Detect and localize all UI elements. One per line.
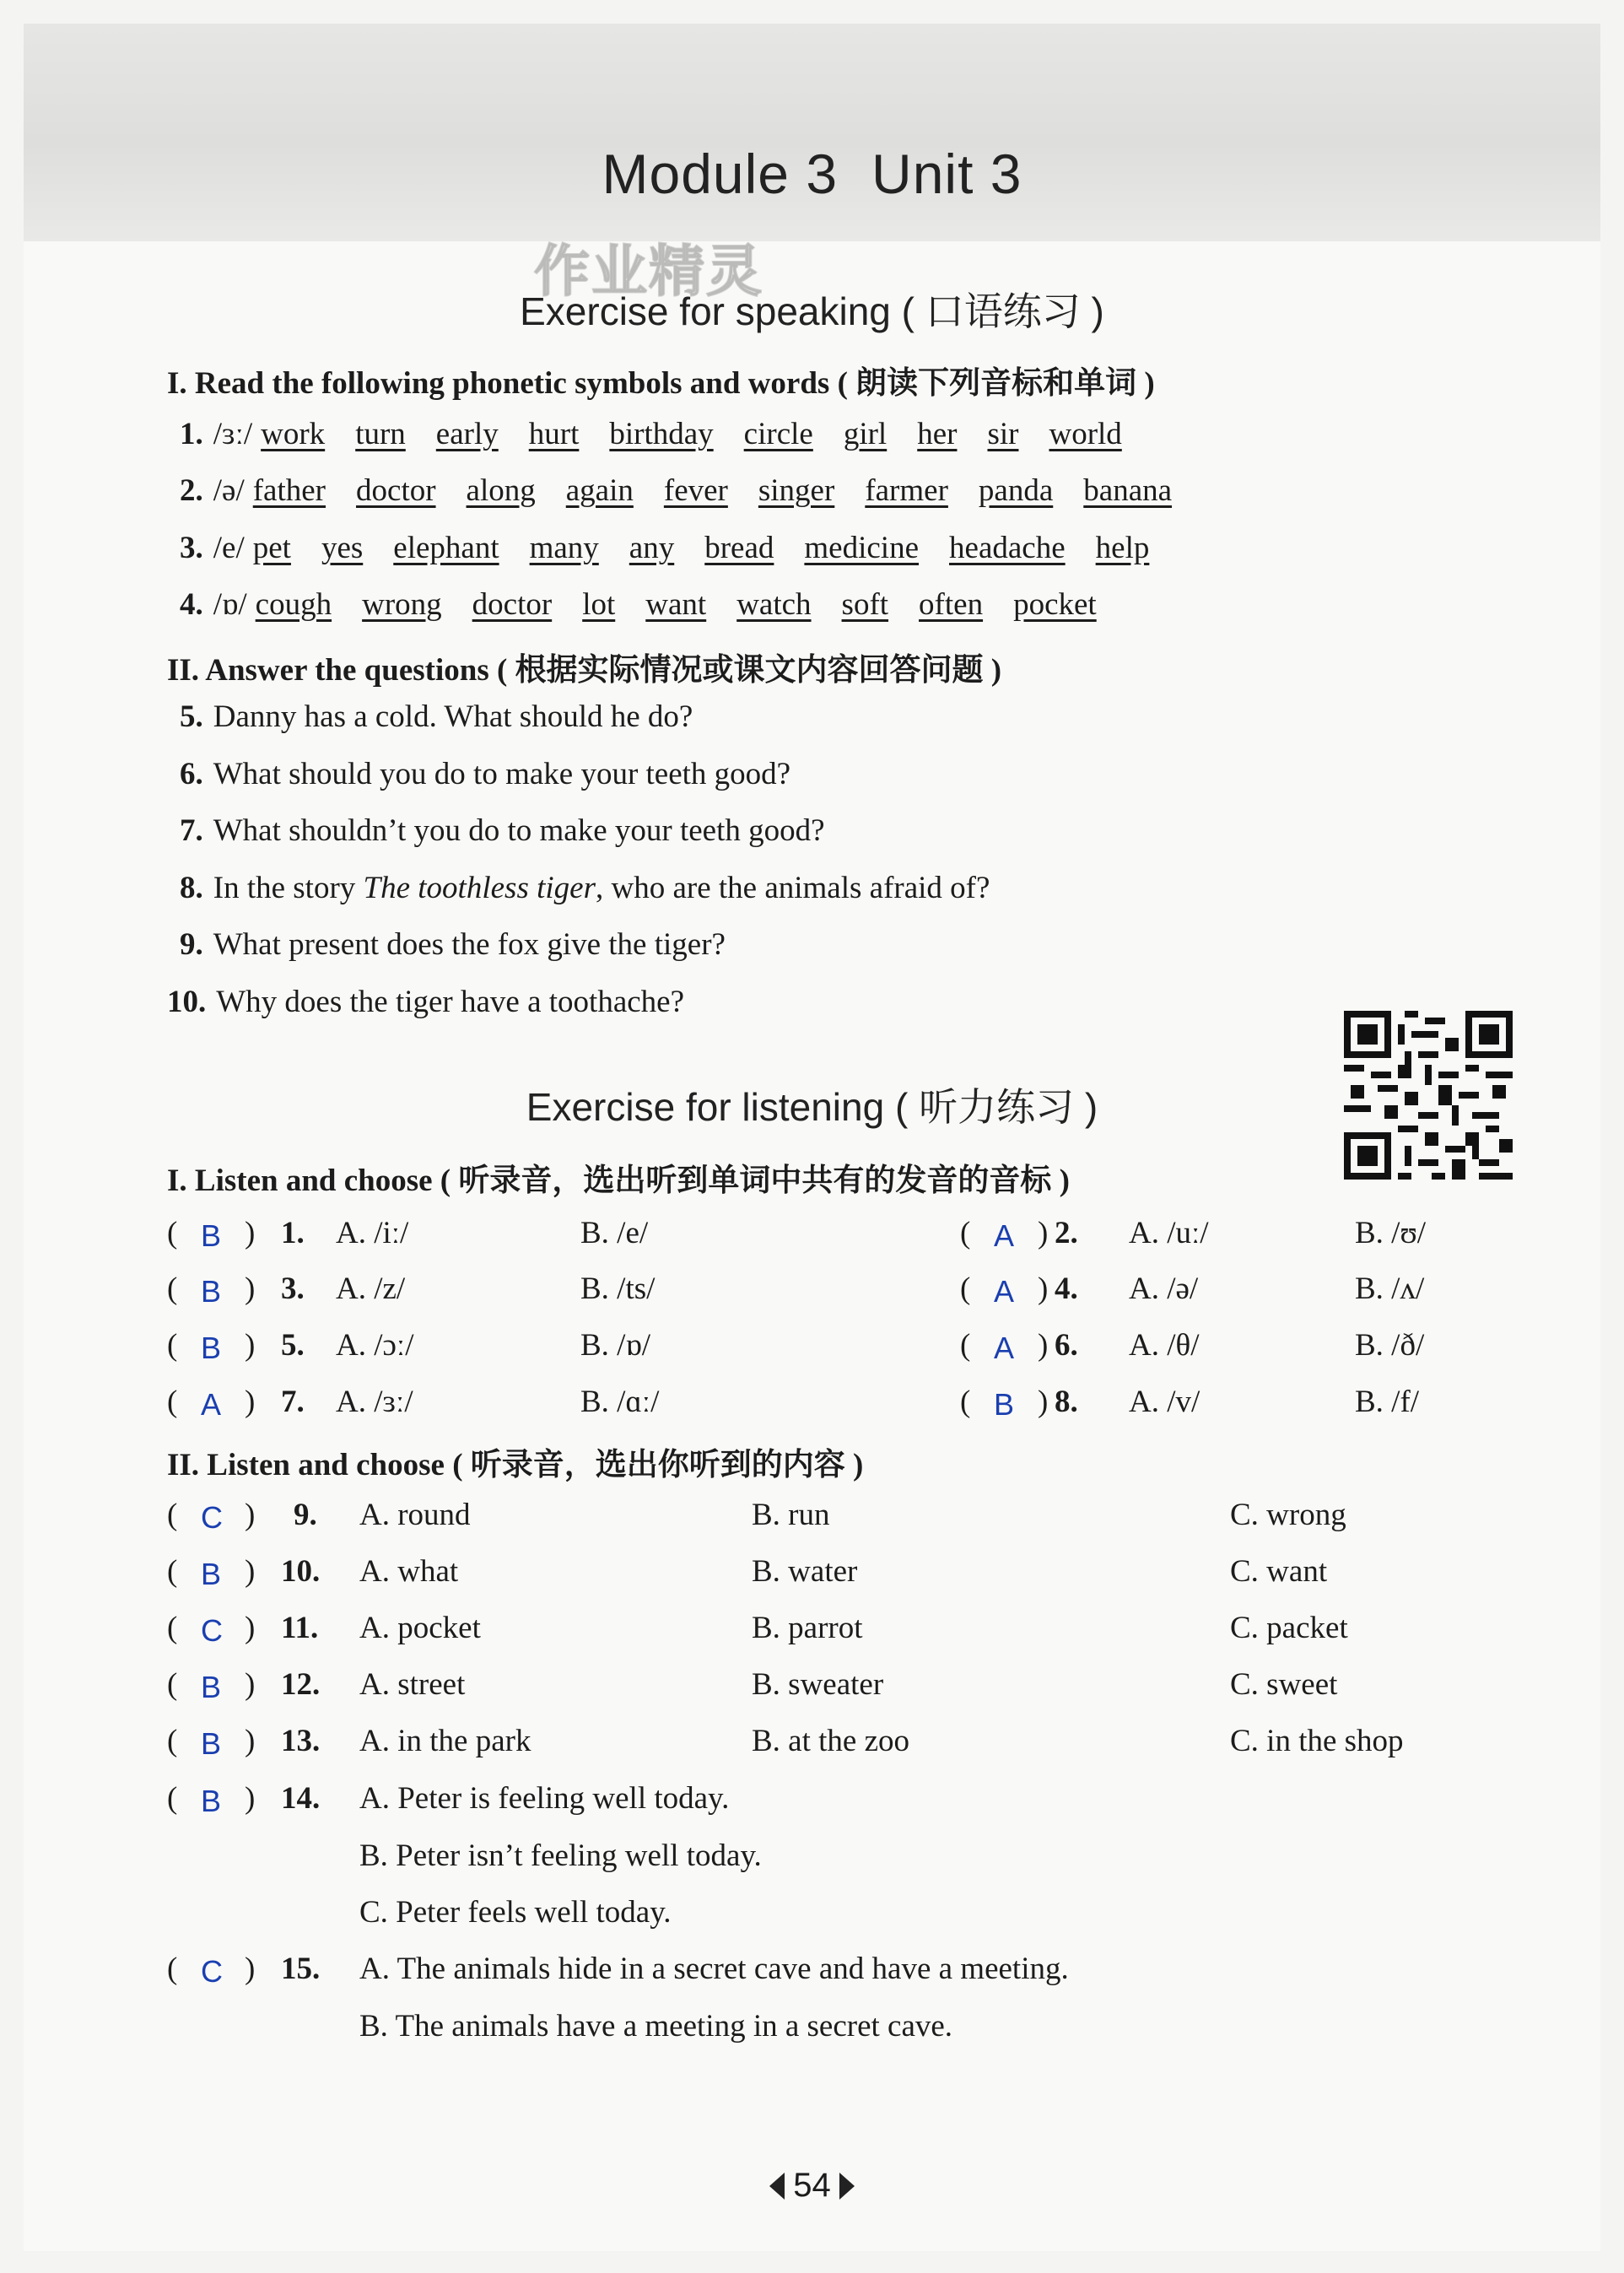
answer-choice: B [201, 1274, 222, 1309]
close-paren: ) [245, 1724, 256, 1758]
answer-row [960, 1215, 1601, 1257]
option-b: B. /f/ [1355, 1385, 1420, 1419]
answer-choice: A [994, 1218, 1015, 1253]
phonetic-symbol: /ɒ/ [213, 587, 247, 622]
item-number: 2. [180, 473, 203, 508]
phonetic-row [180, 530, 1179, 566]
word: help [1095, 531, 1150, 565]
word: birthday [609, 417, 714, 451]
open-paren: ( [167, 1611, 178, 1645]
option-a: A. The animals hide in a secret cave and have a meeting. [359, 1952, 1069, 1986]
word: lot [582, 587, 616, 622]
word: pocket [1013, 587, 1097, 622]
option-a: A. /iː/ [336, 1216, 409, 1250]
option-b: B. parrot [752, 1611, 863, 1645]
open-paren: ( [167, 1498, 178, 1532]
close-paren: ) [1038, 1385, 1049, 1419]
word: father [252, 473, 326, 508]
listening-part1-heading: I. Listen and choose ( 听录音，选出听到单词中共有的发音的音标 ) [167, 1163, 1070, 1198]
item-number: 1. [281, 1216, 305, 1250]
answer-choice: A [994, 1274, 1015, 1309]
option-a: A. pocket [359, 1611, 481, 1645]
answer-row [167, 1951, 1517, 1993]
speaking-part1-heading: I. Read the following phonetic symbols and words ( 朗读下列音标和单词 ) [167, 366, 1155, 401]
answer-row [960, 1327, 1601, 1369]
word: early [435, 417, 499, 451]
item-number: 3. [180, 531, 203, 565]
unit-title: Module 3 Unit 3 [602, 143, 1022, 205]
close-paren: ) [1038, 1328, 1049, 1363]
phonetic-row [180, 586, 1127, 623]
answer-row [167, 1610, 1517, 1652]
option-a: A. round [359, 1498, 471, 1532]
open-paren: ( [960, 1271, 971, 1306]
story-title: The toothless tiger [363, 871, 596, 905]
option-a: A. /z/ [336, 1271, 406, 1306]
answer-choice: B [201, 1726, 222, 1761]
word: medicine [804, 531, 920, 565]
option-a: A. /ɜː/ [336, 1385, 413, 1419]
option-b: B. sweater [752, 1667, 884, 1702]
phonetic-symbol: /ɜː/ [213, 417, 253, 451]
option-a: A. /ə/ [1129, 1271, 1199, 1306]
answer-choice: B [201, 1557, 222, 1591]
phonetic-symbol: /ə/ [213, 473, 245, 508]
open-paren: ( [960, 1385, 971, 1419]
word: yes [321, 531, 364, 565]
question [180, 813, 825, 849]
answer-row [167, 1271, 808, 1313]
option-b: B. run [752, 1498, 830, 1532]
answer-row [167, 1215, 808, 1257]
word: girl [843, 417, 888, 451]
item-number: 7. [281, 1385, 305, 1419]
question-number: 6. [180, 757, 203, 791]
item-number: 15. [281, 1952, 321, 1986]
answer-row [167, 1497, 1517, 1539]
question [180, 699, 693, 735]
word: bread [704, 531, 774, 565]
answer-choice: B [201, 1784, 222, 1818]
word: sir [987, 417, 1019, 451]
question-text: What should you do to make your teeth good? [213, 757, 791, 791]
answer-row [167, 1780, 1517, 1822]
question-text: What shouldn’t you do to make your teeth good? [213, 813, 825, 848]
option-c: C. in the shop [1230, 1724, 1404, 1758]
open-paren: ( [167, 1724, 178, 1758]
option-a: A. /ɔː/ [336, 1328, 414, 1363]
option-c: C. packet [1230, 1611, 1348, 1645]
answer-choice: B [994, 1387, 1015, 1422]
word: headache [949, 531, 1066, 565]
item-number: 9. [294, 1498, 317, 1532]
answer-choice: A [201, 1387, 222, 1422]
item-number: 3. [281, 1271, 305, 1306]
word: her [917, 417, 958, 451]
question [180, 870, 990, 906]
answer-choice: A [994, 1331, 1015, 1365]
word: along [466, 473, 536, 508]
close-paren: ) [245, 1554, 256, 1589]
word: again [565, 473, 634, 508]
option-b: B. /ð/ [1355, 1328, 1425, 1363]
word: want [645, 587, 707, 622]
answer-choice: B [201, 1331, 222, 1365]
word: many [529, 531, 599, 565]
word: singer [758, 473, 835, 508]
word: hurt [528, 417, 580, 451]
word: fever [663, 473, 728, 508]
close-paren: ) [245, 1952, 256, 1986]
option-c: C. want [1230, 1554, 1328, 1589]
close-paren: ) [245, 1328, 256, 1363]
open-paren: ( [167, 1781, 178, 1816]
item-number: 6. [1055, 1328, 1078, 1363]
answer-choice: B [201, 1218, 222, 1253]
open-paren: ( [960, 1216, 971, 1250]
option-a: A. /θ/ [1129, 1328, 1200, 1363]
question-text: Danny has a cold. What should he do? [213, 699, 693, 734]
open-paren: ( [960, 1328, 971, 1363]
word: often [919, 587, 984, 622]
option-a: A. in the park [359, 1724, 531, 1758]
question-number: 10. [167, 985, 207, 1019]
option-b: B. at the zoo [752, 1724, 910, 1758]
answer-row [167, 1553, 1517, 1595]
answer-row [167, 1723, 1517, 1765]
next-page-icon[interactable] [839, 2173, 855, 2200]
option-b: B. /ɑː/ [580, 1385, 660, 1419]
question-number: 5. [180, 699, 203, 734]
answer-choice: C [201, 1954, 223, 1989]
option-a: A. /v/ [1129, 1385, 1200, 1419]
option-b: B. The animals have a meeting in a secret cave. [359, 2009, 953, 2044]
option-c: C. wrong [1230, 1498, 1346, 1532]
item-number: 4. [1055, 1271, 1078, 1306]
word: turn [355, 417, 406, 451]
word: pet [252, 531, 291, 565]
listening-title: Exercise for listening ( 听力练习 ) [526, 1085, 1098, 1129]
question [180, 926, 726, 963]
word: work [261, 417, 326, 451]
workbook-page [24, 24, 1600, 2251]
word: soft [841, 587, 889, 622]
phonetic-row [180, 416, 1152, 452]
close-paren: ) [245, 1216, 256, 1250]
option-c: C. Peter feels well today. [359, 1895, 672, 1930]
option-b: B. /ʌ/ [1355, 1271, 1425, 1306]
close-paren: ) [245, 1611, 256, 1645]
option-a: A. Peter is feeling well today. [359, 1781, 730, 1816]
answer-row [167, 1384, 808, 1426]
option-c: C. sweet [1230, 1667, 1338, 1702]
option-b: B. water [752, 1554, 858, 1589]
word: banana [1083, 473, 1173, 508]
item-number: 1. [180, 417, 203, 451]
question [180, 756, 790, 792]
open-paren: ( [167, 1271, 178, 1306]
item-number: 13. [281, 1724, 321, 1758]
close-paren: ) [1038, 1216, 1049, 1250]
header-band [24, 24, 1600, 241]
item-number: 2. [1055, 1216, 1078, 1250]
option-a: A. street [359, 1667, 466, 1702]
listening-part2-heading: II. Listen and choose ( 听录音，选出你听到的内容 ) [167, 1448, 864, 1482]
close-paren: ) [245, 1498, 256, 1532]
open-paren: ( [167, 1216, 178, 1250]
question-number: 7. [180, 813, 203, 848]
word: circle [743, 417, 813, 451]
word: elephant [393, 531, 499, 565]
answer-row [167, 1327, 808, 1369]
option-a: A. what [359, 1554, 459, 1589]
speaking-title: Exercise for speaking ( 口语练习 ) [520, 289, 1104, 333]
word: any [629, 531, 675, 565]
word: world [1049, 417, 1122, 451]
phonetic-row [180, 472, 1202, 509]
answer-row [167, 1666, 1517, 1709]
item-number: 12. [281, 1667, 321, 1702]
watermark: 作业精灵 [534, 239, 763, 304]
close-paren: ) [245, 1781, 256, 1816]
option-b: B. /ts/ [580, 1271, 656, 1306]
option-b: B. /e/ [580, 1216, 649, 1250]
word: farmer [865, 473, 948, 508]
option-a: A. /uː/ [1129, 1216, 1209, 1250]
open-paren: ( [167, 1385, 178, 1419]
option-b: B. /ɒ/ [580, 1328, 651, 1363]
open-paren: ( [167, 1667, 178, 1702]
option-b: B. /ʊ/ [1355, 1216, 1427, 1250]
option-b: B. Peter isn’t feeling well today. [359, 1838, 762, 1873]
close-paren: ) [245, 1667, 256, 1702]
question-number: 9. [180, 927, 203, 962]
question-text: Why does the tiger have a toothache? [216, 985, 685, 1019]
close-paren: ) [245, 1385, 256, 1419]
answer-choice: C [201, 1613, 223, 1648]
phonetic-symbol: /e/ [213, 531, 245, 565]
word: doctor [356, 473, 436, 508]
item-number: 4. [180, 587, 203, 622]
question-text: In the story [213, 871, 364, 905]
answer-choice: C [201, 1500, 223, 1535]
close-paren: ) [245, 1271, 256, 1306]
word: doctor [472, 587, 553, 622]
item-number: 11. [281, 1611, 319, 1645]
word: wrong [362, 587, 442, 622]
open-paren: ( [167, 1328, 178, 1363]
item-number: 8. [1055, 1385, 1078, 1419]
open-paren: ( [167, 1952, 178, 1986]
word: panda [978, 473, 1054, 508]
open-paren: ( [167, 1554, 178, 1589]
answer-choice: B [201, 1670, 222, 1704]
word: watch [736, 587, 812, 622]
question-text: , who are the animals afraid of? [595, 871, 990, 905]
question [167, 984, 684, 1020]
prev-page-icon[interactable] [769, 2173, 785, 2200]
speaking-part2-heading: II. Answer the questions ( 根据实际情况或课文内容回答问题 ) [167, 653, 1002, 688]
word: cough [255, 587, 332, 622]
answer-row [960, 1384, 1601, 1426]
answer-row [960, 1271, 1601, 1313]
item-number: 10. [281, 1554, 321, 1589]
question-text: What present does the fox give the tiger? [213, 927, 726, 962]
page-number: 54 [24, 2167, 1600, 2205]
item-number: 5. [281, 1328, 305, 1363]
item-number: 14. [281, 1781, 321, 1816]
close-paren: ) [1038, 1271, 1049, 1306]
question-number: 8. [180, 871, 203, 905]
